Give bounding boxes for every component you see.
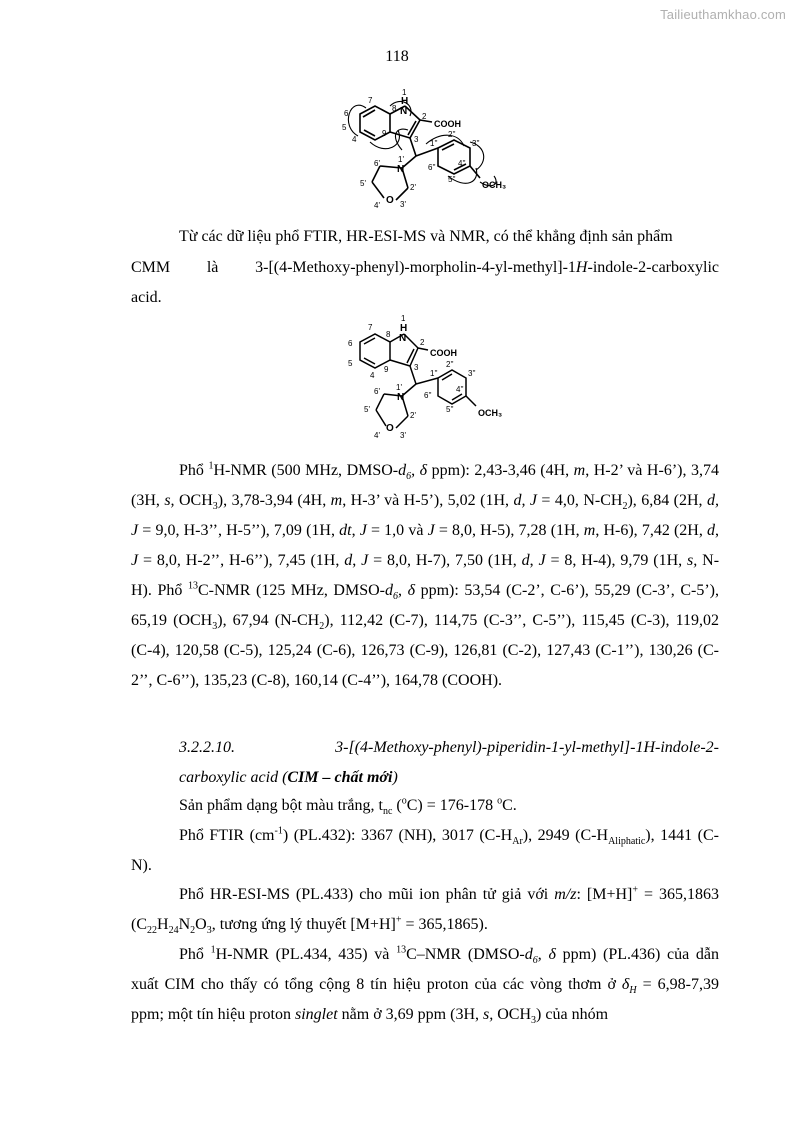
svg-text:4: 4 xyxy=(370,371,375,380)
svg-text:4': 4' xyxy=(374,201,380,210)
svg-text:COOH: COOH xyxy=(434,119,461,129)
paragraph-hrms: Phổ HR-ESI-MS (PL.433) cho mũi ion phân tử giả với m/z: [M+H]+ = 365,1863 ($C_{22}H_{24}N_2O_3$, tương ứng lý thuyết [M+H]+ = 365,1865). xyxy=(131,884,720,937)
svg-text:N: N xyxy=(397,392,405,403)
svg-text:OCH₃: OCH₃ xyxy=(482,180,507,190)
svg-text:4': 4' xyxy=(374,431,380,440)
svg-text:8: 8 xyxy=(386,330,391,339)
svg-text:5': 5' xyxy=(360,179,366,188)
svg-text:3'': 3'' xyxy=(472,139,480,148)
page-number: 118 xyxy=(385,48,409,65)
svg-text:1'': 1'' xyxy=(430,139,438,148)
svg-text:4'': 4'' xyxy=(458,159,466,168)
svg-text:4: 4 xyxy=(352,135,357,144)
paragraph-ftir: Phổ FTIR $(cm^{-1})$ (PL.432): 3367 (NH), 3017 $(C-H_{Ar})$, 2949 $(C-H_{Aliphatic})$, 1441 (C-N). xyxy=(131,825,719,874)
watermark: Tailieuthamkhao.com xyxy=(660,7,786,22)
svg-text:6'': 6'' xyxy=(428,163,436,172)
svg-text:3: 3 xyxy=(414,135,419,144)
svg-text:9: 9 xyxy=(382,129,387,138)
svg-text:3'': 3'' xyxy=(468,369,476,378)
svg-text:2: 2 xyxy=(420,338,425,347)
svg-text:3': 3' xyxy=(400,431,406,440)
svg-text:H: H xyxy=(400,323,408,334)
svg-text:8: 8 xyxy=(392,104,397,113)
svg-text:5': 5' xyxy=(364,405,370,414)
section-heading: 3.2.2.10. 3-[(4-Methoxy-phenyl)-piperidin-1-yl-methyl]-1H-indole-2- carboxylic acid (CIM – chất mới) xyxy=(179,739,719,786)
svg-text:1'': 1'' xyxy=(430,369,438,378)
svg-text:2': 2' xyxy=(410,411,416,420)
svg-text:7: 7 xyxy=(368,96,373,105)
svg-text:N: N xyxy=(399,333,407,344)
svg-text:N: N xyxy=(400,106,408,117)
paragraph-conclusion-line2: CMM là 3-[(4-Methoxy-phenyl)-morpholin-4-yl-methyl]-1H-indole-2-carboxylic xyxy=(131,259,719,276)
svg-text:5: 5 xyxy=(348,359,353,368)
svg-text:O: O xyxy=(386,423,394,434)
structure-figure-cmm xyxy=(340,312,520,447)
svg-text:1': 1' xyxy=(398,155,404,164)
svg-text:6': 6' xyxy=(374,387,380,396)
paragraph-cim-nmr: Phổ $^1$H-NMR (PL.434, 435) và $^{13}$C–NMR ($DMSO-d_6$, δ ppm) (PL.436) của dẫn xuất CIM cho thấy có tổng cộng 8 tín hiệu proton của các vòng thơm ở $\delta_H = 6,98-7,39$ ppm; một tín hiệu proton singlet nằm ở 3,69 ppm (3H, s, $OCH_3$) của nhóm xyxy=(131,944,720,1027)
structure-figure-hmbc xyxy=(330,86,530,216)
svg-text:4'': 4'' xyxy=(456,385,464,394)
paragraph-nmr-data: Phổ $^1$H-NMR (500 MHz, DMSO-$d_6$, δ ppm): 2,43-3,46 (4H, m, H-2’ và H-6’), 3,74 (3H, s, $OCH_3$), 3,78-3,94 (4H, m, H-3’ và H-5’), 5,02 (1H, d, J = 4,0, $N-CH_2$), 6,84 (2H, d, J = 9,0, H-3’’, H-5’’), 7,09 (1H, dt, J = 1,0 và J = 8,0, H-5), 7,28 (1H, m, H-6), 7,42 (2H, d, J = 8,0, H-2’’, H-6’’), 7,45 (1H, d, J = 8,0, H-7), 7,50 (1H, d, J = 8, H-4), 9,79 (1H, s, N-H). Phổ $^{13}$C-NMR (125 MHz, DMSO-$d_6$, δ ppm): 53,54 (C-2’, C-6’), 55,29 (C-3’, C-5’), 65,19 $(OCH_3)$, 67,94 $(N-CH_2)$, 112,42 (C-7), 114,75 (C-3’’, C-5’’), 115,45 (C-3), 119,02 (C-4), 120,58 (C-5), 125,24 (C-6), 126,73 (C-9), 126,81 (C-2), 127,43 (C-1’’), 130,26 (C-2’’, C-6’’), 135,23 (C-8), 160,14 (C-4’’), 164,78 (COOH). xyxy=(131,460,720,689)
svg-text:1': 1' xyxy=(396,383,402,392)
paragraph-product: Sản phẩm dạng bột màu trắng, $t_{nc}$ ($^o$C) = 176-178 $^o$C. xyxy=(179,795,517,818)
paragraph-conclusion-line3: acid. xyxy=(131,289,162,306)
svg-text:5: 5 xyxy=(342,123,347,132)
svg-text:3': 3' xyxy=(400,200,406,209)
svg-text:1: 1 xyxy=(401,314,406,323)
svg-text:6'': 6'' xyxy=(424,391,432,400)
svg-text:7: 7 xyxy=(368,323,373,332)
svg-text:1: 1 xyxy=(402,88,407,97)
svg-text:N: N xyxy=(397,164,405,175)
svg-text:OCH₃: OCH₃ xyxy=(478,408,503,418)
svg-text:6': 6' xyxy=(374,159,380,168)
svg-text:6: 6 xyxy=(348,339,353,348)
svg-text:6: 6 xyxy=(344,109,349,118)
svg-text:COOH: COOH xyxy=(430,348,457,358)
svg-text:O: O xyxy=(386,195,394,206)
svg-text:2: 2 xyxy=(422,112,427,121)
svg-text:5'': 5'' xyxy=(446,405,454,414)
svg-text:2'': 2'' xyxy=(448,130,456,139)
svg-text:H: H xyxy=(401,96,409,107)
svg-text:3: 3 xyxy=(414,363,419,372)
svg-text:2': 2' xyxy=(410,183,416,192)
svg-text:5'': 5'' xyxy=(448,175,456,184)
svg-text:2'': 2'' xyxy=(446,360,454,369)
svg-text:9: 9 xyxy=(384,365,389,374)
paragraph-conclusion: Từ các dữ liệu phổ FTIR, HR-ESI-MS và NMR, có thể khẳng định sản phẩm xyxy=(179,228,673,245)
